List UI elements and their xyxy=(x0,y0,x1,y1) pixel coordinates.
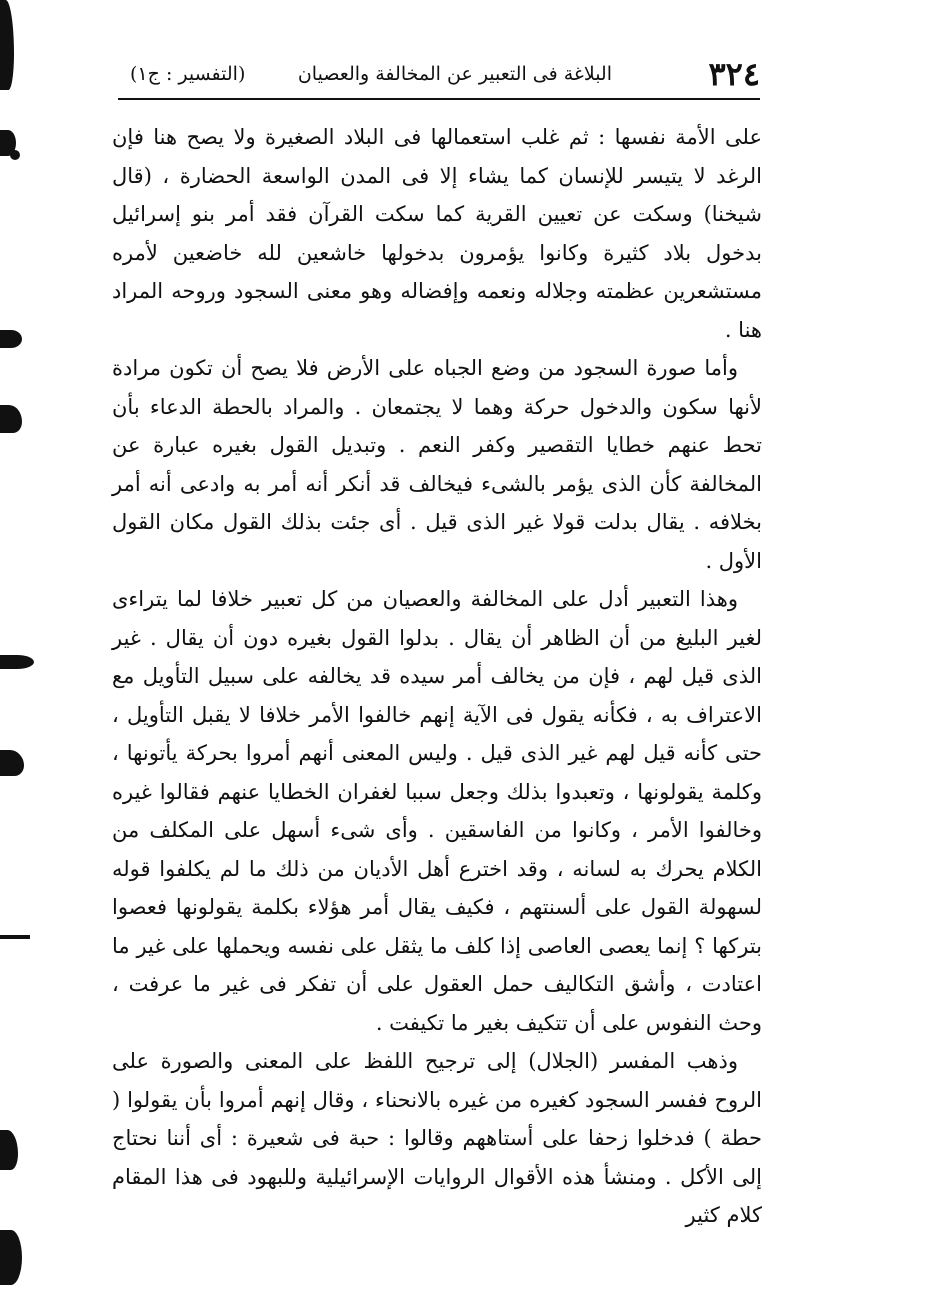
running-title: البلاغة فى التعبير عن المخالفة والعصيان xyxy=(297,63,612,85)
body-text xyxy=(112,118,762,1235)
page-header xyxy=(120,52,760,96)
scan-artifact xyxy=(10,150,20,160)
scan-artifact xyxy=(0,0,14,90)
paragraph-1: على الأمة نفسها : ثم غلب استعمالها فى البلاد الصغيرة ولا يصح هنا فإن الرغد لا يتيسر للإنسان كما يشاء إلا فى المدن الواسعة الحضارة ، (قال شيخنا) وسكت عن تعيين القرية كما سكت القرآن فقد أمر بنو إسرائيل بدخول بلاد كثيرة وكانوا يؤمرون بدخولها خاشعين لله خاضعين لأمره مستشعرين عظمته وجلاله ونعمه وإفضاله وهو معنى السجود وروحه المراد هنا . xyxy=(112,125,762,342)
scan-artifact xyxy=(0,750,24,776)
paragraph-4: وذهب المفسر (الجلال) إلى ترجيح اللفظ على المعنى والصورة على الروح ففسر السجود كغيره من غيره بالانحناء ، وقال إنهم أمروا بأن يقولوا ( حطة ) فدخلوا زحفا على أستاههم وقالوا : حبة فى شعيرة : أى أننا نحتاج إلى الأكل . ومنشأ هذه الأقوال الروايات الإسرائيلية وللبهود فى هذا المقام كلام كثير xyxy=(112,1049,762,1227)
scan-artifact xyxy=(0,655,34,669)
scan-artifact xyxy=(0,1230,22,1285)
page-number: ٣٢٤ xyxy=(708,55,760,93)
paragraph-2: وأما صورة السجود من وضع الجباه على الأرض فلا يصح أن تكون مرادة لأنها سكون والدخول حركة وهما لا يجتمعان . والمراد بالحطة الدعاء بأن تحط عنهم خطايا التقصير وكفر النعم . وتبديل القول بغيره عبارة عن المخالفة كأن الذى يؤمر بالشىء فيخالف قد أنكر أنه أمر به وادعى أنه أمر بخلافه . يقال بدلت قولا غير الذى قيل . أى جئت بذلك القول مكان القول الأول . xyxy=(112,356,762,573)
scan-artifact xyxy=(0,330,22,348)
scan-artifact xyxy=(0,1130,18,1170)
header-rule xyxy=(118,98,760,100)
scan-artifact xyxy=(0,935,30,939)
scan-artifact xyxy=(0,405,22,433)
paragraph-3: وهذا التعبير أدل على المخالفة والعصيان من كل تعبير خلافا لما يتراءى لغير البليغ من أن الظاهر أن يقال . بدلوا القول بغيره دون أن يقال . غير الذى قيل لهم ، فإن من يخالف أمر سيده قد يخالفه على سبيل التأويل مع الاعتراف به ، فكأنه يقول فى الآية إنهم خالفوا الأمر خلافا لا يقبل التأويل ، حتى كأنه قيل لهم غير الذى قيل . وليس المعنى أنهم أمروا بحركة يأتونها ، وكلمة يقولونها ، وتعبدوا بذلك وجعل سببا لغفران الخطايا عنهم فقالوا غيره وخالفوا الأمر ، وكانوا من الفاسقين . وأى شىء أسهل على المكلف من الكلام يحرك به لسانه ، وقد اخترع أهل الأديان من ذلك ما لم يكلفوا قوله لسهولة القول على ألسنتهم ، فكيف يقال أمر هؤلاء بكلمة يقولونها فعصوا بتركها ؟ إنما يعصى العاصى إذا كلف ما يثقل على نفسه ويحملها على غير ما اعتادت ، وأشق التكاليف حمل العقول على أن تفكر فى غير ما عرفت ، وحث النفوس على أن تتكيف بغير ما تكيفت . xyxy=(112,587,762,1035)
section-label: (التفسير : ج١) xyxy=(130,63,246,85)
